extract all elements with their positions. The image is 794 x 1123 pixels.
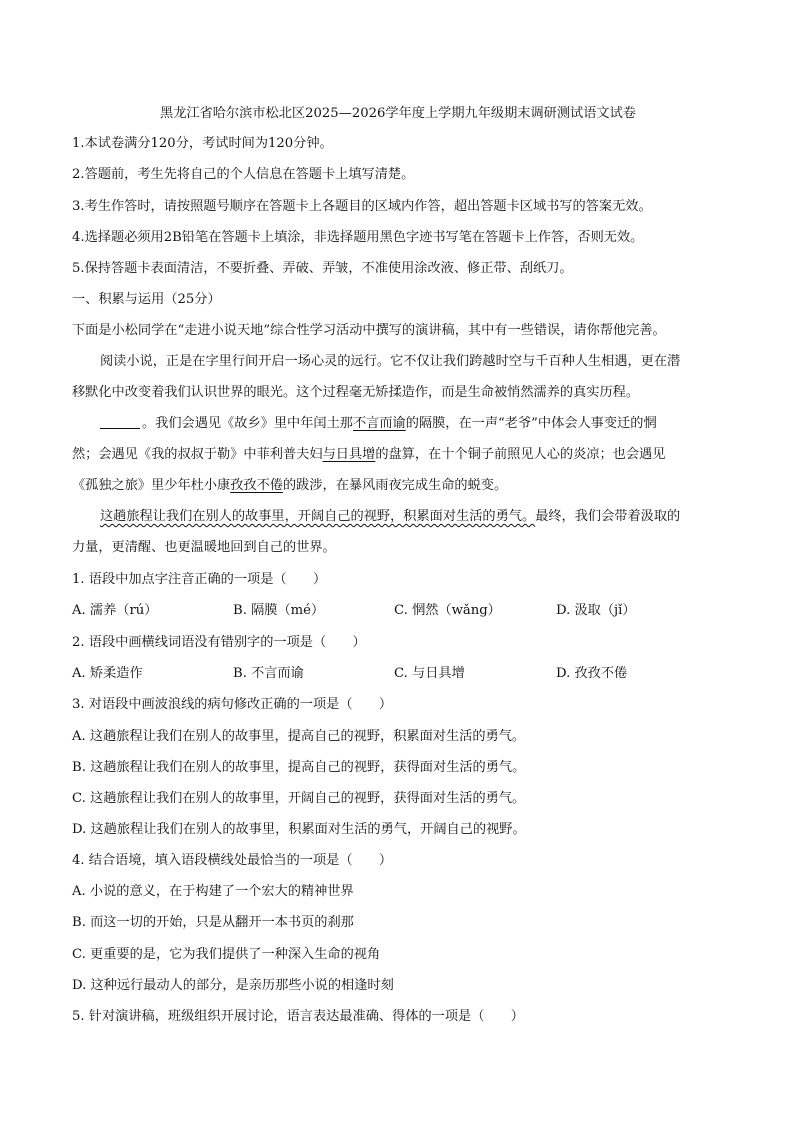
question-4-stem: 4. 结合语境，填入语段横线处最恰当的一项是（ ） bbox=[72, 853, 393, 868]
q2-option-d: D. 孜孜不倦 bbox=[556, 666, 628, 681]
note-3: 3.考生作答时，请按照题号顺序在答题卡上各题目的区域内作答，超出答题卡区域书写的答案无效。 bbox=[72, 199, 652, 214]
q4-option-c: C. 更重要的是，它为我们提供了一种深入生命的视角 bbox=[72, 947, 381, 962]
question-5-stem: 5. 针对演讲稿，班级组织开展讨论，语言表达最准确、得体的一项是（ ） bbox=[72, 1009, 524, 1024]
fill-in-blank bbox=[100, 414, 140, 429]
underlined-word: 不言而谕 bbox=[353, 416, 406, 431]
note-2: 2.答题前，考生先将自己的个人信息在答题卡上填写清楚。 bbox=[72, 167, 415, 182]
passage-para3-line2: 力量，更清醒、也更温暖地回到自己的世界。 bbox=[72, 540, 336, 555]
q3-option-c: C. 这趟旅程让我们在别人的故事里，开阔自己的视野，获得面对生活的勇气。 bbox=[72, 791, 526, 806]
q1-option-a: A. 濡养（rú） bbox=[72, 603, 158, 618]
q1-option-c: C. 惘然（wǎng） bbox=[394, 603, 501, 618]
q3-option-d: D. 这趟旅程让我们在别人的故事里，积累面对生活的勇气，开阔自己的视野。 bbox=[72, 822, 526, 837]
passage-para2-line3: 《孤独之旅》里少年杜小康孜孜不倦的跋涉，在暴风雨夜完成生命的蜕变。 bbox=[72, 478, 508, 493]
q2-option-b: B. 不言而谕 bbox=[233, 666, 304, 681]
underlined-word: 与日具增 bbox=[322, 447, 376, 462]
question-3-stem: 3. 对语段中画波浪线的病句修改正确的一项是（ ） bbox=[72, 697, 393, 712]
exam-title: 黑龙江省哈尔滨市松北区2025—2026学年度上学期九年级期末调研测试语文试卷 bbox=[160, 106, 636, 121]
question-2-stem: 2. 语段中画横线词语没有错别字的一项是（ ） bbox=[72, 635, 366, 650]
q4-option-d: D. 这种远行最动人的部分，是亲历那些小说的相逢时刻 bbox=[72, 978, 394, 993]
note-1: 1.本试卷满分120分，考试时间为120分钟。 bbox=[72, 136, 333, 151]
q4-option-a: A. 小说的意义，在于构建了一个宏大的精神世界 bbox=[72, 884, 354, 899]
passage-intro: 下面是小松同学在“走进小说天地”综合性学习活动中撰写的演讲稿，其中有一些错误，请你帮他完善。 bbox=[72, 323, 666, 338]
wavy-underlined-sentence: 这趟旅程让我们在别人的故事里，开阔自己的视野，积累面对生活的勇气。 bbox=[100, 509, 536, 524]
q4-option-b: B. 而这一切的开始，只是从翻开一本书页的刹那 bbox=[72, 915, 354, 930]
q2-option-a: A. 矫柔造作 bbox=[72, 666, 143, 681]
note-4: 4.选择题必须用2B铅笔在答题卡上填涂，非选择题用黑色字迹书写笔在答题卡上作答，否则无效。 bbox=[72, 230, 644, 245]
passage-para2-line2: 然；会遇见《我的叔叔于勒》中菲利普夫妇与日具增的盘算，在十个铜子前照见人心的炎凉；也会遇见 bbox=[72, 447, 666, 462]
passage-para2-line1: 。我们会遇见《故乡》里中年闰土那不言而谕的隔膜，在一声“老爷”中体会人事变迁的惘 bbox=[100, 414, 724, 434]
note-5: 5.保持答题卡表面清洁，不要折叠、弄破、弄皱，不准使用涂改液、修正带、刮纸刀。 bbox=[72, 261, 573, 276]
passage-para1-line1: 阅读小说，正是在字里行间开启一场心灵的远行。它不仅让我们跨越时空与千百种人生相遇，更在潜 bbox=[100, 354, 681, 369]
section-heading: 一、积累与运用（25分） bbox=[72, 292, 221, 307]
q2-option-c: C. 与日具增 bbox=[394, 666, 465, 681]
q1-option-b: B. 隔膜（mé） bbox=[233, 603, 325, 618]
q3-option-b: B. 这趟旅程让我们在别人的故事里，提高自己的视野，获得面对生活的勇气。 bbox=[72, 760, 526, 775]
underlined-word: 孜孜不倦 bbox=[230, 478, 283, 493]
passage-para1-line2: 移默化中改变着我们认识世界的眼光。这个过程毫无矫揉造作，而是生命被悄然濡养的真实历程。 bbox=[72, 385, 640, 400]
question-1-stem: 1. 语段中加点字注音正确的一项是（ ） bbox=[72, 572, 327, 587]
q3-option-a: A. 这趟旅程让我们在别人的故事里，提高自己的视野，积累面对生活的勇气。 bbox=[72, 729, 526, 744]
q1-option-d: D. 汲取（jǐ） bbox=[556, 603, 636, 618]
passage-para3-line1: 这趟旅程让我们在别人的故事里，开阔自己的视野，积累面对生活的勇气。最终，我们会带着汲取的 bbox=[100, 509, 681, 524]
